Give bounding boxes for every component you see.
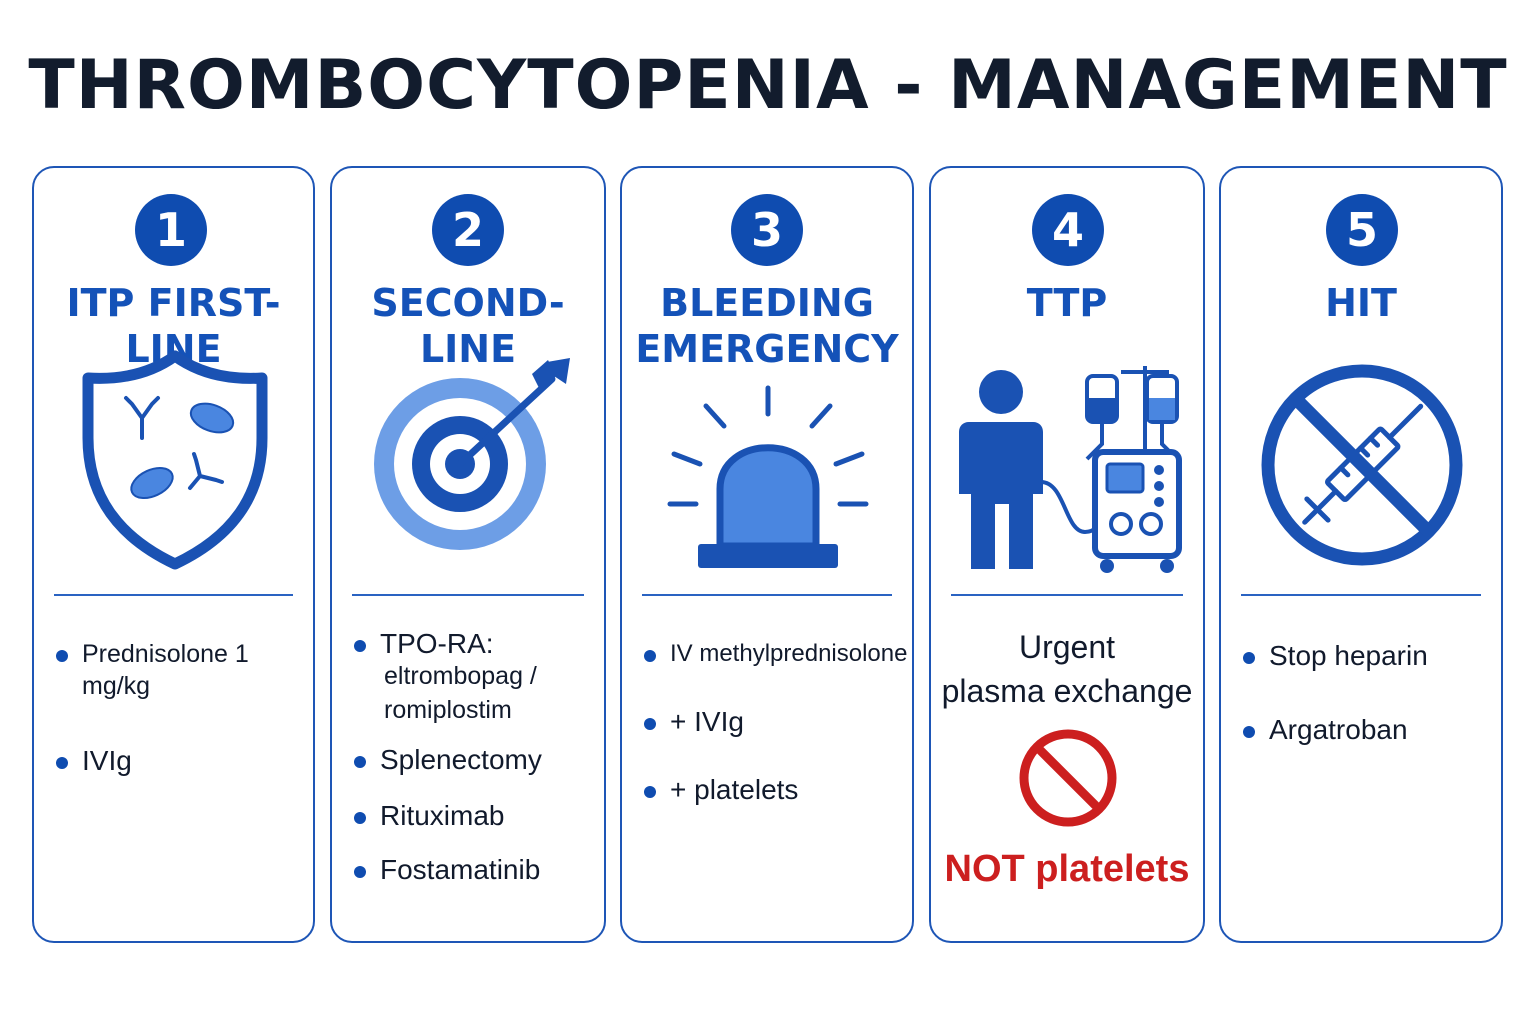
shield-antibody-icon — [80, 348, 270, 573]
step-number-badge: 2 — [432, 194, 504, 266]
card-heading-line-1: BLEEDING — [660, 281, 874, 325]
list-item: Rituximab — [332, 800, 604, 832]
treatment-line-1: Urgent — [1018, 629, 1116, 665]
page-title: THROMBOCYTOPENIA - MANAGEMENT — [28, 46, 1508, 125]
card-heading: TTP — [1026, 281, 1108, 325]
divider — [352, 594, 584, 596]
warning-text: NOT platelets — [944, 848, 1190, 890]
card-bleeding-emergency — [620, 166, 914, 943]
card-second-line — [330, 166, 606, 943]
step-number-badge: 5 — [1326, 194, 1398, 266]
list-item: Argatroban — [1221, 714, 1501, 746]
divider — [54, 594, 293, 596]
card-heading: HIT — [1325, 281, 1397, 325]
bullet-list — [1221, 640, 1501, 746]
divider — [642, 594, 892, 596]
prohibited-icon — [1018, 728, 1118, 828]
list-item: + IVIg — [622, 706, 912, 738]
divider — [951, 594, 1183, 596]
bullet-list — [332, 744, 604, 886]
card-heading: SECOND-LINE — [371, 281, 565, 371]
step-number-badge: 1 — [135, 194, 207, 266]
list-item-continuation: romiplostim — [384, 696, 512, 724]
step-number-badge: 4 — [1032, 194, 1104, 266]
no-syringe-icon — [1259, 362, 1465, 568]
card-hit — [1219, 166, 1503, 943]
list-item: Stop heparin — [1221, 640, 1501, 672]
bullet-list — [622, 638, 912, 806]
list-item: Prednisolone 1 mg/kg — [34, 638, 313, 702]
list-item: Fostamatinib — [332, 854, 604, 886]
card-heading-line-2: EMERGENCY — [635, 327, 899, 371]
plasma-exchange-icon — [955, 364, 1185, 576]
list-item: TPO-RA: — [332, 628, 604, 660]
list-item: IVIg — [34, 745, 313, 777]
card-itp-first-line — [32, 166, 315, 943]
card-ttp — [929, 166, 1205, 943]
step-number-badge: 3 — [731, 194, 803, 266]
list-item: Splenectomy — [332, 744, 604, 776]
bullet-list — [332, 628, 604, 660]
bullet-list — [34, 638, 313, 777]
list-item-continuation: eltrombopag / — [384, 662, 537, 690]
card-heading: ITP FIRST-LINE — [66, 281, 281, 371]
target-arrow-icon — [362, 354, 582, 564]
treatment-line-2: plasma exchange — [941, 673, 1193, 709]
list-item: + platelets — [622, 774, 912, 806]
siren-icon — [666, 384, 876, 579]
list-item: IV methylprednisolone — [622, 638, 912, 670]
divider — [1241, 594, 1481, 596]
